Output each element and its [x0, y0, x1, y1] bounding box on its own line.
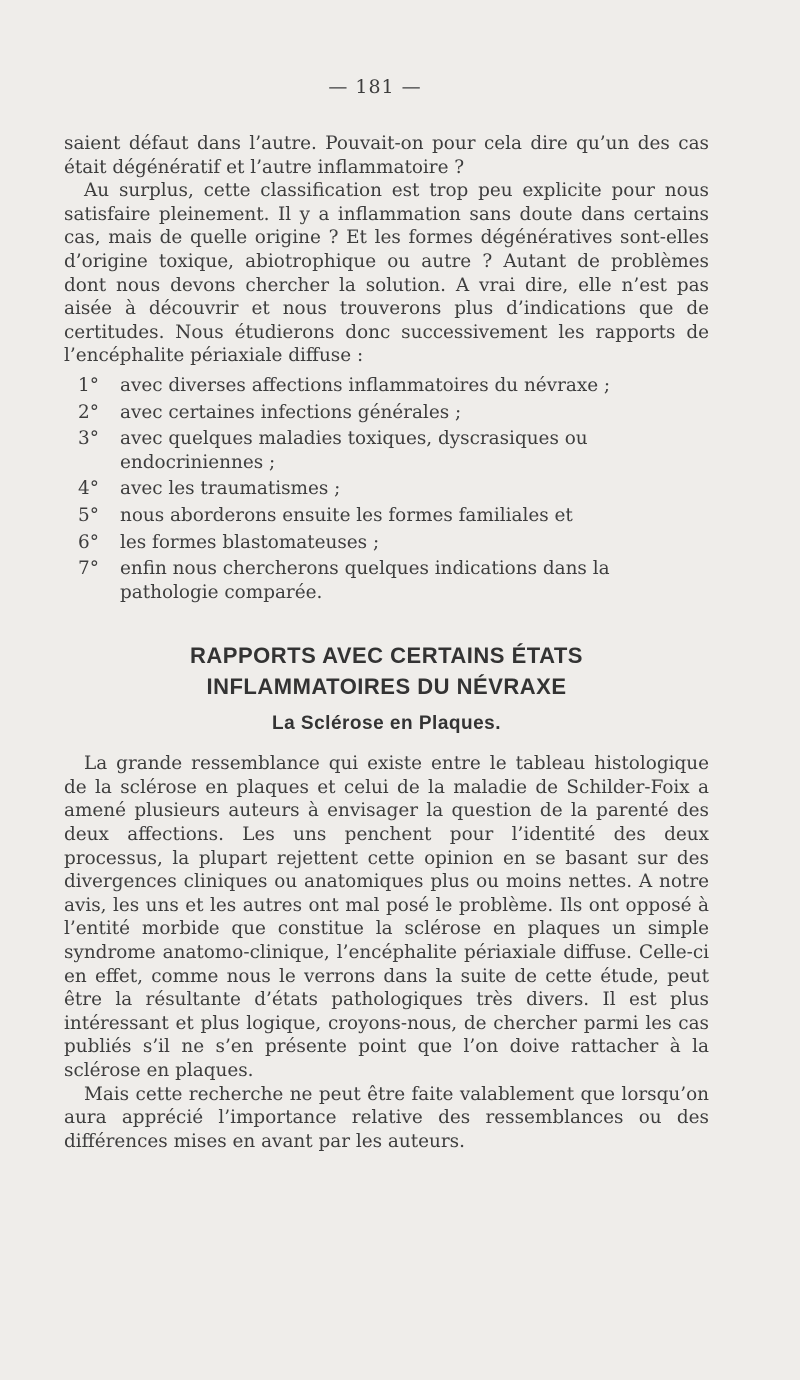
list-text: enfin nous chercherons quelques indications dans la pathologie comparée. — [120, 558, 610, 603]
list-item — [64, 504, 709, 528]
list-text: les formes blastomateuses ; — [120, 531, 380, 553]
list-number: 1° — [78, 374, 99, 396]
list-number: 3° — [78, 428, 99, 450]
list-item — [64, 477, 709, 501]
intro-paragraph: Au surplus, cette classification est trop peu explicite pour nous satisfaire pleinement. Il y a inflammation sans doute dans certains cas, mais de quelle origine ? Et les formes dégénératives sont-elles d’origine toxique, abiotrophique ou autre ? Autant de problèmes dont nous devons chercher la solution. A vrai dire, elle n’est pas aisée à découvrir et nous trouverons plus d’indications que de certitudes. Nous étudierons donc successivement les rapports de l’encéphalite périaxiale diffuse : — [64, 180, 709, 367]
list-item — [64, 427, 709, 474]
list-text: avec certaines infections générales ; — [120, 401, 462, 423]
list-text: avec les traumatismes ; — [120, 478, 341, 500]
topic-list — [64, 374, 709, 604]
list-item — [64, 557, 709, 604]
list-item — [64, 401, 709, 425]
list-number: 7° — [78, 558, 99, 580]
body-paragraph: Mais cette recherche ne peut être faite valablement que lorsqu’on aura apprécié l’importance relative des ressemblances ou des différences mises en avant par les auteurs. — [64, 1083, 709, 1152]
list-number: 5° — [78, 504, 99, 526]
intro-paragraph: saient défaut dans l’autre. Pouvait-on pour cela dire qu’un des cas était dégénératif et l’autre inflammatoire ? — [64, 133, 709, 178]
list-text: nous aborderons ensuite les formes familiales et — [120, 504, 573, 526]
list-item — [64, 374, 709, 398]
page-text — [64, 132, 709, 1153]
body-paragraph: La grande ressemblance qui existe entre le tableau histologique de la sclérose en plaques et celui de la maladie de Schilder-Foix a amené plusieurs auteurs à envisager la question de la parenté des deux affections. Les uns penchent pour l’identité des deux processus, la plupart rejettent cette opinion en se basant sur des divergences cliniques ou anatomiques plus ou moins nettes. A notre avis, les uns et les autres ont mal posé le problème. Ils ont opposé à l’entité morbide que constitue la sclérose en plaques un simple syndrome anatomo-clinique, l’encéphalite périaxiale diffuse. Celle-ci en effet, comme nous le verrons dans la suite de cette étude, peut être la résultante d’états pathologiques très divers. Il est plus intéressant et plus logique, croyons-nous, de chercher parmi les cas publiés s’il ne s’en présente point que l’on doive rattacher à la sclérose en plaques. — [64, 753, 709, 1081]
section-heading-line-1: RAPPORTS AVEC CERTAINS ÉTATS — [190, 643, 583, 669]
list-text: avec quelques maladies toxiques, dyscrasiques ou endocriniennes ; — [120, 428, 588, 473]
subsection-heading: La Sclérose en Plaques. — [271, 713, 502, 735]
list-number: 4° — [78, 478, 99, 500]
page-number: — 181 — — [328, 76, 422, 98]
list-number: 6° — [78, 531, 99, 553]
list-text: avec diverses affections inflammatoires du névraxe ; — [120, 374, 611, 396]
list-item — [64, 531, 709, 555]
section-heading-line-2: INFLAMMATOIRES DU NÉVRAXE — [206, 674, 567, 700]
list-number: 2° — [78, 401, 99, 423]
